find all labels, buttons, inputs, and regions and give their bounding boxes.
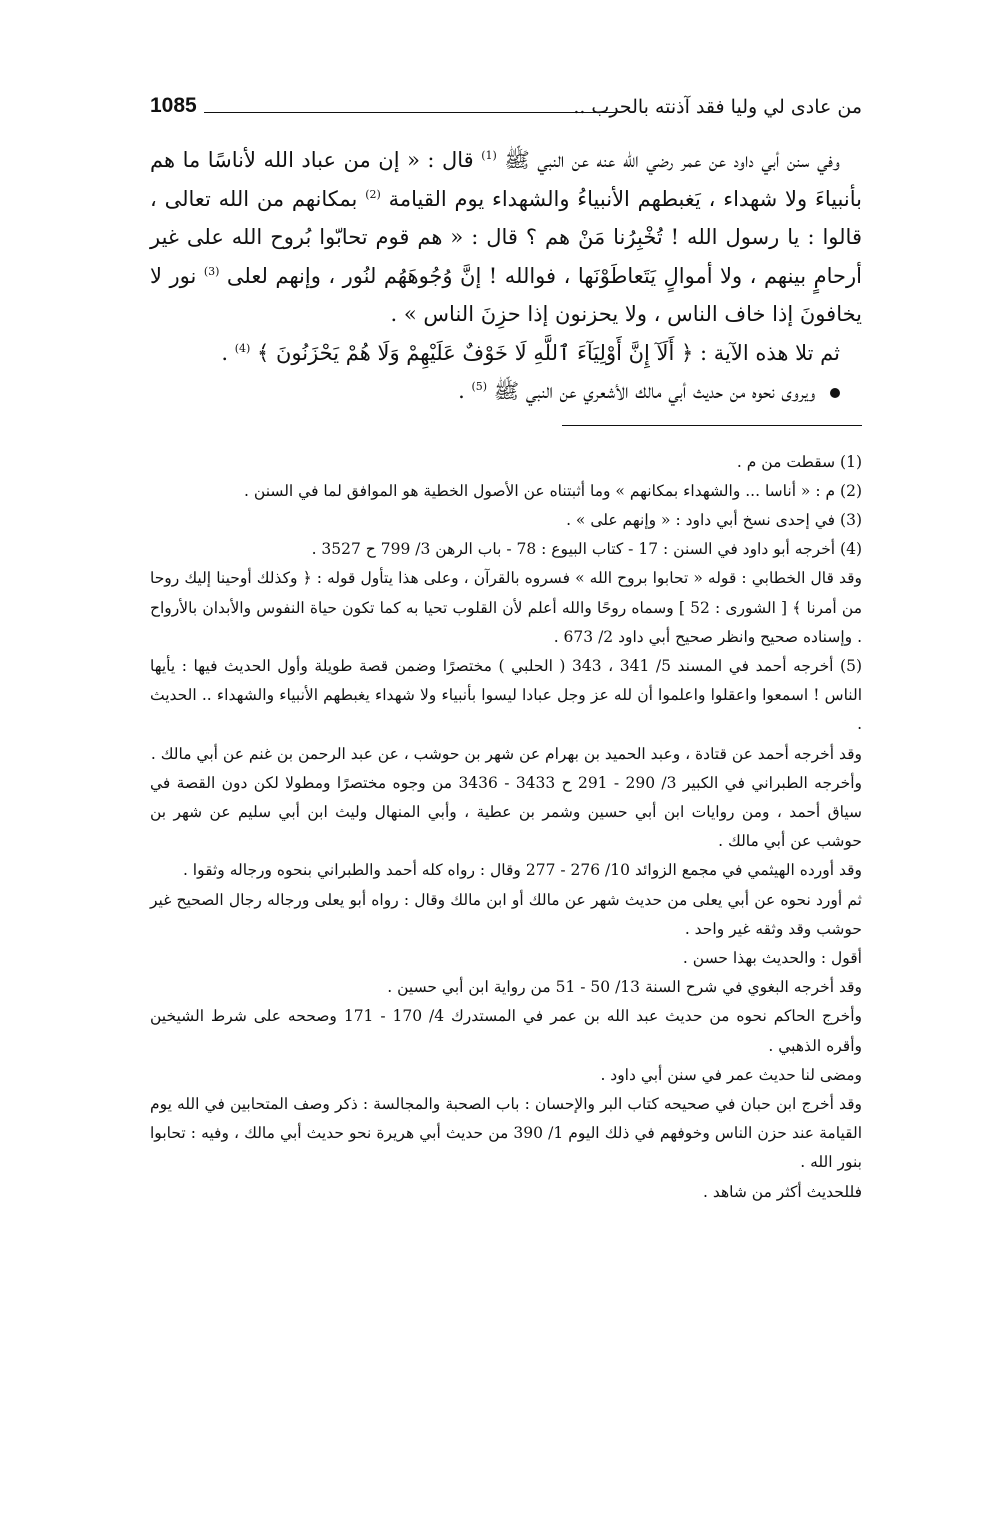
footnote: (3) في إحدى نسخ أبي داود : « وإنهم على » . [566, 510, 862, 529]
footnote: وقد أخرج ابن حبان في صحيحه كتاب البر والإحسان : باب الصحبة والمجالسة : ذكر وصف المتحابين في الله يوم القيامة عند حزن الناس وخوفهم في ذلك اليوم 1/ 390 من حديث أبي هريرة نحو حديث أبي مالك ، وفيه : تحابوا بنور الله . [150, 1094, 863, 1172]
footnote: وقد أخرجه البغوي في شرح السنة 13/ 50 - 51 من رواية ابن أبي حسين . [387, 978, 862, 997]
footnote: (5) أخرجه أحمد في المسند 5/ 341 ، 343 ( الحلبي ) مختصرًا وضمن قصة طويلة وأول الحديث فيها : يأيها الناس ! اسمعوا واعقلوا واعلموا أن لله عز وجل عبادا ليسوا بأنبياء ولا شهداء يغبطهم الأنبياء والشهداء .. الحديث . [150, 656, 862, 734]
footnote: وأخرج الحاكم نحوه من حديث عبد الله بن عمر في المستدرك 4/ 170 - 171 وصححه على شرط الشيخين وأقره الذهبي . [150, 1007, 862, 1055]
footnote: أقول : والحديث بهذا حسن . [682, 948, 862, 967]
bullet-icon [830, 388, 840, 398]
footnote: (4) أخرجه أبو داود في السنن : 17 - كتاب البيوع : 78 - باب الرهن 3/ 799 ح 3527 . [311, 540, 862, 559]
footnote-ref: (1) [481, 149, 497, 162]
footnote: وقد قال الخطابي : قوله « تحابوا بروح الله » فسروه بالقرآن ، وعلى هذا يتأول قوله : ﴿ وكذلك أوحينا إليك روحا من أمرنا ﴾ [ الشورى : 52 ] وسماه روحًا والله أعلم لأن القلوب تحيا به كما تكون حياة النفوس والأبدان بالأرواح . وإسناده صحيح وانظر صحيح أبي داود 2/ 673 . [150, 569, 862, 646]
ayah-paragraph: ثم تلا هذه الآية : ﴿ أَلَآ إِنَّ أَوْلِيَآءَ ٱللَّهِ لَا خَوْفٌ عَلَيْهِمْ وَلَا هُمْ يَحْزَنُونَ ﴾ $^{(4)}$ . [221, 340, 840, 365]
footnote-ref: (2) [365, 187, 381, 201]
footnotes [150, 448, 862, 1207]
footnote: ومضى لنا حديث عمر في سنن أبي داود . [600, 1065, 862, 1084]
footnote: ثم أورد نحوه عن أبي يعلى من حديث شهر عن مالك أو ابن مالك وقال : رواه أبو يعلى ورجاله رجال الصحيح غير حوشب وقد وثقه غير واحد . [150, 890, 862, 938]
header-rule [204, 112, 617, 113]
page [150, 92, 862, 1492]
running-header [150, 92, 862, 132]
footnote: وقد أورده الهيثمي في مجمع الزوائد 10/ 276 - 277 وقال : رواه كله أحمد والطبراني بنحوه ورجاله وثقوا . [182, 861, 862, 880]
footnote-ref: (3) [203, 264, 220, 278]
page-number: 1085 [150, 94, 197, 117]
hadith-paragraph: وفي سنن أبي داود عن عمر رضي الله عنه عن النبي ﷺ $^{(1)}$ قال : « إن من عباد الله لأناسًا ما هم بأنبياءَ ولا شهداء ، يَغبطهم الأنبياءُ والشهداء يوم القيامة $^{(2)}$ بمكانهم من الله تعالى ، قالوا : يا رسول الله ! تُخْبِرُنا مَنْ هم ؟ قال : « هم قوم تحابّوا بُروح الله على غير أرحامٍ بينهم ، ولا أموالٍ يَتَعاطَوْنَها ، فوالله ! إنَّ وُجُوهَهُم لنُور ، وإنهم لعلى $^{(3)}$ نور لا يخافونَ إذا خاف الناس ، ولا يحزنون إذا حزِنَ الناس » . [150, 148, 862, 326]
footnote: فللحديث أكثر من شاهد . [702, 1182, 862, 1201]
footnote: (1) سقطت من م . [736, 452, 862, 471]
footnote: (2) م : « أناسا ... والشهداء بمكانهم » وما أثبتناه عن الأصول الخطية هو الموافق لما في السنن . [244, 481, 862, 500]
footnote-ref: (5) [471, 380, 488, 393]
footnote-ref: (4) [234, 341, 251, 355]
footnote-rule [562, 425, 862, 426]
main-text [150, 141, 862, 411]
running-title: من عادى لي وليا فقد آذنته بالحرب .. [573, 96, 862, 118]
footnote: وأخرجه الطبراني في الكبير 3/ 290 - 291 ح 3433 - 3436 من وجوه مختصرًا ومطولا لكن دون القصة في سياق أحمد ، ومن روايات ابن أبي حسين وشمر بن عطية ، وأبي المنهال وليث ابن أبي سليم عن شهر بن حوشب عن أبي مالك . [150, 773, 863, 851]
footnote: وقد أخرجه أحمد عن قتادة ، وعبد الحميد بن بهرام عن شهر بن حوشب ، عن عبد الرحمن بن غنم عن أبي مالك . [150, 744, 862, 763]
bullet-paragraph: ويروى نحوه من حديث أبي مالك الأشعري عن النبي ﷺ $^{(5)}$ . [150, 372, 862, 411]
